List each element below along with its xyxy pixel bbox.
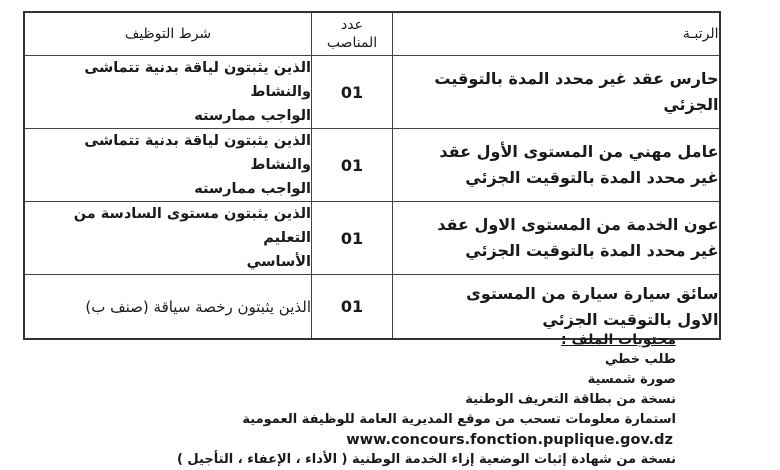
list-item: نسخة من بطاقة التعريف الوطنية <box>465 392 676 407</box>
list-item: استمارة معلومات تسحب من موقع المديرية العامة للوظيفة العمومية <box>242 412 676 427</box>
condition-line1: الذين يثبتون مستوى السادسة من التعليم <box>73 206 311 246</box>
rank-line2: الجزئي <box>663 95 719 114</box>
rank-line1: عامل مهني من المستوى الأول عقد <box>439 142 719 161</box>
table-row <box>24 129 720 202</box>
condition-line2: الأساسي <box>246 254 311 270</box>
header-count-line1: عدد <box>341 17 363 33</box>
count-cell: 01 <box>312 275 393 340</box>
file-contents-list <box>176 330 676 470</box>
rank-line1: سائق سيارة سيارة من المستوى <box>466 283 719 303</box>
count-cell: 01 <box>312 202 393 275</box>
condition-line1: الذين يثبتون رخصة سياقة (صنف ب) <box>85 297 311 316</box>
count-cell: 01 <box>312 129 393 202</box>
condition-line2: الواجب ممارسته <box>194 181 311 197</box>
list-item: نسخة من شهادة إثبات الوضعية إزاء الخدمة الوطنية ( الأداء ، الإعفاء ، التأجيل ) <box>176 452 676 467</box>
condition-line1: الذين يثبتون لياقة بدنية تتماشى والنشاط <box>84 60 311 100</box>
rank-line2: الاول بالتوقيت الجزئي <box>542 309 719 329</box>
condition-line2: الواجب ممارسته <box>194 108 311 124</box>
rank-cell <box>393 202 720 275</box>
rank-cell <box>393 129 720 202</box>
rank-line1: حارس عقد غير محدد المدة بالتوقيت <box>434 69 719 88</box>
rank-line2: غير محدد المدة بالتوقيت الجزئي <box>465 241 719 260</box>
count-cell: 01 <box>312 56 393 129</box>
table-row <box>24 202 720 275</box>
file-contents-heading: محتويات الملف : <box>560 332 676 348</box>
condition-cell <box>24 202 312 275</box>
header-condition: شرط التوظيف <box>24 12 312 56</box>
condition-line1: الذين يثبتون لياقة بدنية تتماشى والنشاط <box>84 133 311 173</box>
rank-line2: غير محدد المدة بالتوقيت الجزئي <box>465 168 719 187</box>
rank-cell <box>393 56 720 129</box>
header-count <box>312 12 393 56</box>
header-rank: الرتبـة <box>393 12 720 56</box>
positions-table <box>23 11 721 340</box>
table-header-row <box>24 12 720 56</box>
header-count-line2: المناصب <box>326 35 378 51</box>
list-item: طلب خطي <box>604 352 676 367</box>
rank-line1: عون الخدمة من المستوى الاول عقد <box>437 215 719 234</box>
condition-cell <box>24 129 312 202</box>
list-item: صورة شمسية <box>587 372 676 387</box>
condition-cell <box>24 56 312 129</box>
table-row <box>24 56 720 129</box>
website-url: www.concours.fonction.puplique.gov.dz <box>346 432 673 448</box>
